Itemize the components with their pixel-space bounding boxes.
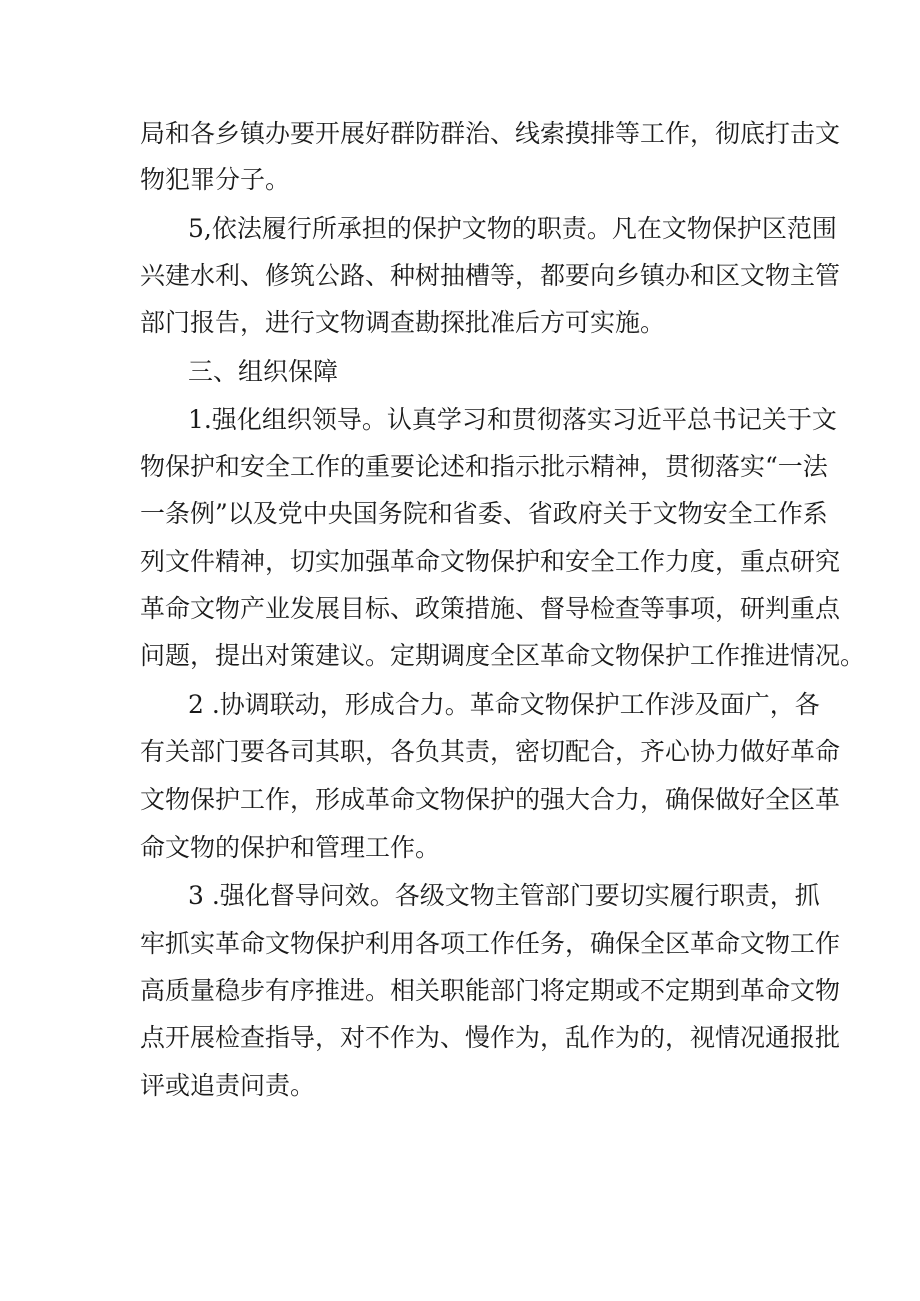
text-line: 5,依法履行所承担的保护文物的职责。凡在文物保护区范围 — [188, 214, 837, 243]
text-line: 问题，提出对策建议。定期调度全区革命文物保护工作推进情况。 — [140, 641, 866, 670]
text-line: 高质量稳步有序推进。相关职能部门将定期或不定期到革命文物 — [140, 976, 841, 1005]
text-line: 兴建水利、修筑公路、种树抽槽等，都要向乡镇办和区文物主管 — [140, 261, 841, 290]
text-line: 一条例”以及党中央国务院和省委、省政府关于文物安全工作系 — [140, 499, 828, 528]
text-line: 点开展检查指导，对不作为、慢作为，乱作为的，视情况通报批 — [140, 1023, 841, 1052]
text-line: 3 .强化督导问效。各级文物主管部门要切实履行职责，抓 — [188, 881, 820, 910]
text-line: 部门报告，进行文物调查勘探批准后方可实施。 — [140, 308, 666, 337]
section-heading: 三、组织保障 — [188, 357, 339, 386]
text-line: 革命文物产业发展目标、政策措施、督导检查等事项，研判重点 — [140, 594, 841, 623]
text-line: 命文物的保护和管理工作。 — [140, 833, 441, 862]
text-line: 局和各乡镇办要开展好群防群治、线索摸排等工作，彻底打击文 — [140, 119, 841, 148]
text-line: 牢抓实革命文物保护利用各项工作任务，确保全区革命文物工作 — [140, 929, 841, 958]
text-line: 物保护和安全工作的重要论述和指示批示精神，贯彻落实“一法 — [140, 452, 828, 481]
text-line: 物犯罪分子。 — [140, 165, 291, 194]
text-line: 文物保护工作，形成革命文物保护的强大合力，确保做好全区革 — [140, 785, 841, 814]
text-line: 列文件精神，切实加强革命文物保护和安全工作力度，重点研究 — [140, 547, 841, 576]
text-line: 评或追责问责。 — [140, 1071, 316, 1100]
text-line: 有关部门要各司其职，各负其责，密切配合，齐心协力做好革命 — [140, 737, 841, 766]
text-line: 2 .协调联动，形成合力。革命文物保护工作涉及面广，各 — [188, 690, 820, 719]
text-line: 1.强化组织领导。认真学习和贯彻落实习近平总书记关于文 — [188, 405, 837, 434]
